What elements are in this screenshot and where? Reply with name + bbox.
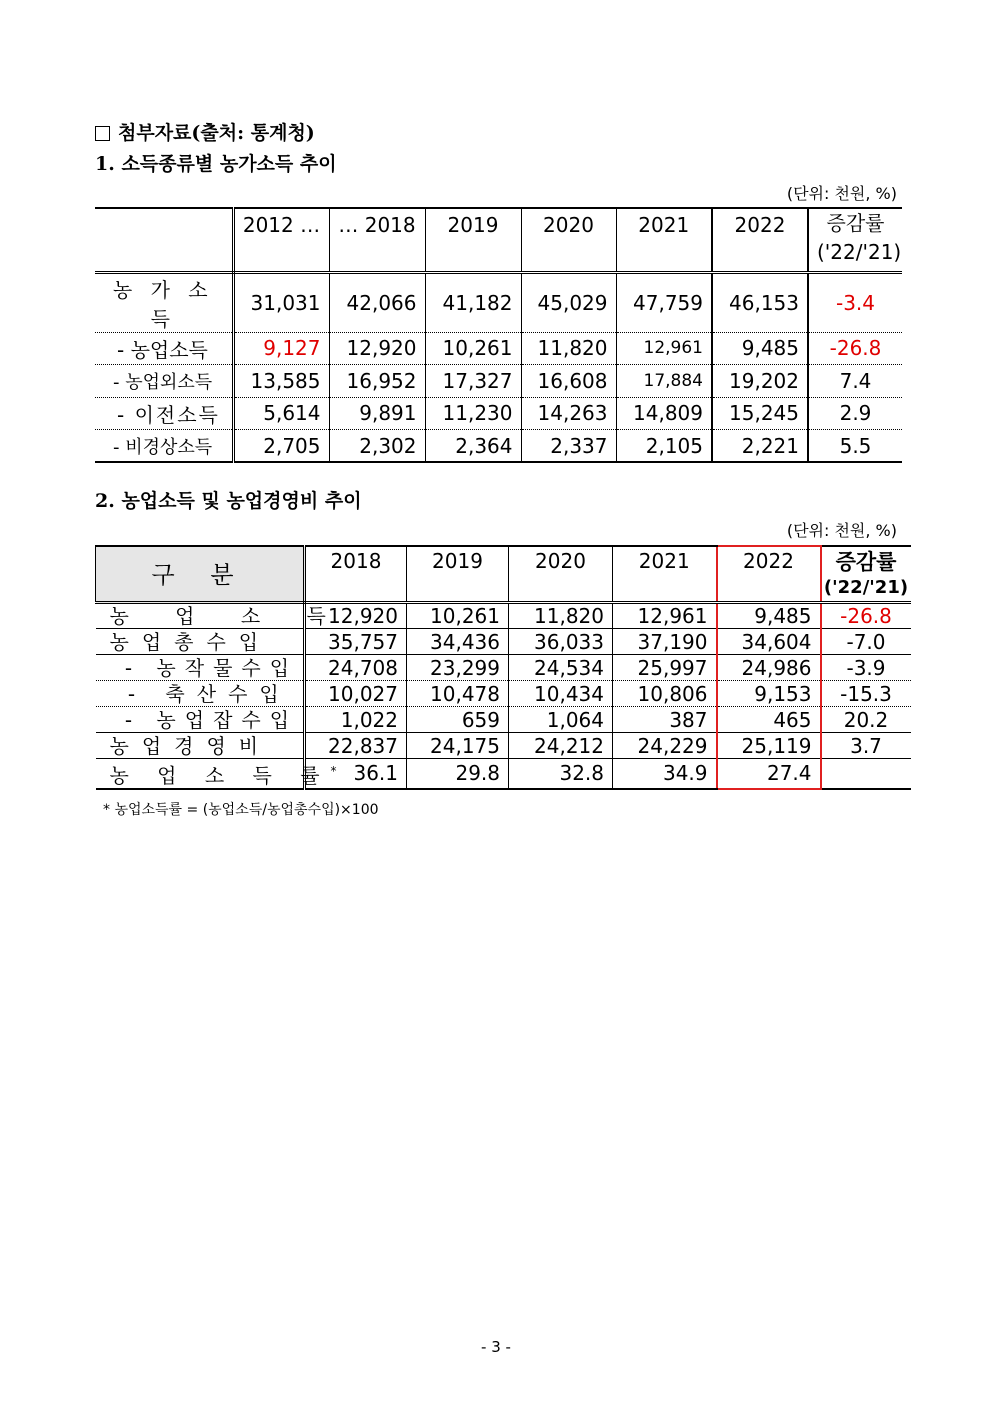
header-cell: 2020 [521, 208, 616, 272]
header-cell: 2012 … [233, 208, 329, 272]
table-cell: 10,261 [407, 603, 509, 629]
table-cell: 7.4 [808, 365, 902, 398]
table-row [96, 759, 911, 789]
table-cell: 5.5 [808, 430, 902, 463]
table-cell: 19,202 [712, 365, 808, 398]
table-cell: 2,221 [712, 430, 808, 463]
table-cell: -7.0 [821, 629, 911, 655]
table-cell: 1,064 [509, 707, 613, 733]
row-label: 농 가 소 득 [95, 272, 233, 332]
table-cell: -26.8 [821, 603, 911, 629]
table-cell [821, 759, 911, 789]
table-cell: 9,127 [233, 332, 329, 365]
row-label: - 농업외소득 [95, 365, 233, 398]
table-cell: 47,759 [616, 272, 712, 332]
table-cell: 15,245 [712, 397, 808, 430]
header-cell: 2019 [407, 546, 509, 603]
table-cell: 24,212 [509, 733, 613, 759]
header-cell: 2019 [425, 208, 521, 272]
table-cell: 17,884 [616, 365, 712, 398]
header-cell: 2022 [717, 546, 821, 603]
footnote: * 농업소득률 = (농업소득/농업총수입)×100 [103, 802, 379, 818]
table-cell: 31,031 [233, 272, 329, 332]
row-label: - 농업소득 [95, 332, 233, 365]
table-cell: 12,961 [616, 332, 712, 365]
table-cell: 2,337 [521, 430, 616, 463]
table-row [96, 629, 911, 655]
table-cell: 2,705 [233, 430, 329, 463]
table-row [96, 707, 911, 733]
table-cell: 23,299 [407, 655, 509, 681]
header-cell [821, 546, 911, 603]
table-cell: 20.2 [821, 707, 911, 733]
table-cell: 11,820 [509, 603, 613, 629]
table-cell: 12,920 [329, 332, 425, 365]
table-cell: 9,153 [717, 681, 821, 707]
table-cell: 45,029 [521, 272, 616, 332]
table-cell: 41,182 [425, 272, 521, 332]
table-cell: 10,027 [305, 681, 407, 707]
header-cell: 2021 [616, 208, 712, 272]
table-cell: 16,952 [329, 365, 425, 398]
table-cell: 11,230 [425, 397, 521, 430]
table-cell: 24,175 [407, 733, 509, 759]
table-cell: 29.8 [407, 759, 509, 789]
change-rate-label: 증감률 [835, 550, 897, 574]
header-cell: 2018 [305, 546, 407, 603]
table-cell: 46,153 [712, 272, 808, 332]
table-row [96, 603, 911, 629]
table-row [96, 733, 911, 759]
header-cell: 증감률 ('22/'21) [808, 208, 902, 272]
row-label-text: 농 업 소 득 률 [109, 763, 331, 788]
header-cell: 구 분 [96, 546, 305, 603]
header-cell [95, 208, 233, 272]
row-label: 농업총수입 [96, 629, 305, 655]
page-number: - 3 - [481, 1338, 511, 1356]
table-cell: 27.4 [717, 759, 821, 789]
table-cell: 14,263 [521, 397, 616, 430]
table-cell: 10,434 [509, 681, 613, 707]
row-label: 농업경영비 [96, 733, 305, 759]
table-cell: 35,757 [305, 629, 407, 655]
table-cell: 2,364 [425, 430, 521, 463]
change-rate-period: ('22/'21) [823, 577, 909, 598]
table-cell: 14,809 [616, 397, 712, 430]
table-cell: 9,891 [329, 397, 425, 430]
header-cell: 2022 [712, 208, 808, 272]
table-cell: -15.3 [821, 681, 911, 707]
farm-income-expense-table [95, 545, 911, 790]
table-cell: 10,478 [407, 681, 509, 707]
header-cell: 2020 [509, 546, 613, 603]
table-cell: 9,485 [717, 603, 821, 629]
table-cell: 1,022 [305, 707, 407, 733]
table-cell: 13,585 [233, 365, 329, 398]
table-cell: 12,961 [613, 603, 717, 629]
table-row [96, 681, 911, 707]
header-cell: … 2018 [329, 208, 425, 272]
table-cell: 659 [407, 707, 509, 733]
table-cell: 3.7 [821, 733, 911, 759]
table-cell: 25,997 [613, 655, 717, 681]
table-row [95, 332, 902, 365]
table-header-row [95, 208, 902, 272]
table-cell: 24,534 [509, 655, 613, 681]
table-row [95, 430, 902, 463]
table-cell: 34.9 [613, 759, 717, 789]
row-label: - 농업잡수입 [96, 707, 305, 733]
attachment-heading [95, 118, 315, 145]
table-cell: 36,033 [509, 629, 613, 655]
table-cell: 5,614 [233, 397, 329, 430]
income-by-type-table [95, 207, 902, 463]
table-cell: 32.8 [509, 759, 613, 789]
table-cell: 465 [717, 707, 821, 733]
table-cell: 10,261 [425, 332, 521, 365]
table-cell: 387 [613, 707, 717, 733]
table-cell: 11,820 [521, 332, 616, 365]
table-row [96, 655, 911, 681]
row-label: - 축산수입 [96, 681, 305, 707]
attachment-title: 첨부자료(출처: 통계청) [118, 122, 315, 144]
section1-unit: (단위: 천원, %) [786, 184, 897, 203]
table-cell: 24,708 [305, 655, 407, 681]
table-cell: 2.9 [808, 397, 902, 430]
table-cell: 36.1 [305, 759, 407, 789]
footnote-marker: * [330, 764, 337, 778]
table-row [95, 272, 902, 332]
table-cell: 12,920 [305, 603, 407, 629]
table-cell: 9,485 [712, 332, 808, 365]
table-cell: 17,327 [425, 365, 521, 398]
table-cell: 22,837 [305, 733, 407, 759]
table-header-row [96, 546, 911, 603]
table-cell: 2,302 [329, 430, 425, 463]
row-label: - 이전소득 [95, 397, 233, 430]
row-label [96, 759, 337, 789]
table-cell: 25,119 [717, 733, 821, 759]
checkbox-square-icon [95, 126, 110, 141]
table-cell: 2,105 [616, 430, 712, 463]
table-cell: -3.9 [821, 655, 911, 681]
header-cell: 2021 [613, 546, 717, 603]
table-cell: 16,608 [521, 365, 616, 398]
table-cell: 10,806 [613, 681, 717, 707]
section2-title: 2. 농업소득 및 농업경영비 추이 [95, 490, 362, 512]
table-cell: 24,229 [613, 733, 717, 759]
table-row [95, 397, 902, 430]
table-row [95, 365, 902, 398]
table-cell: 24,986 [717, 655, 821, 681]
row-label: - 비경상소득 [95, 430, 233, 463]
table-cell: -26.8 [808, 332, 902, 365]
table-cell: 34,436 [407, 629, 509, 655]
table-cell: -3.4 [808, 272, 902, 332]
table-cell: 37,190 [613, 629, 717, 655]
section1-title: 1. 소득종류별 농가소득 추이 [95, 153, 337, 175]
row-label: 농 업 소 득 [96, 603, 305, 629]
table-cell: 34,604 [717, 629, 821, 655]
section2-unit: (단위: 천원, %) [786, 521, 897, 540]
row-label: - 농작물수입 [96, 655, 305, 681]
table-cell: 42,066 [329, 272, 425, 332]
